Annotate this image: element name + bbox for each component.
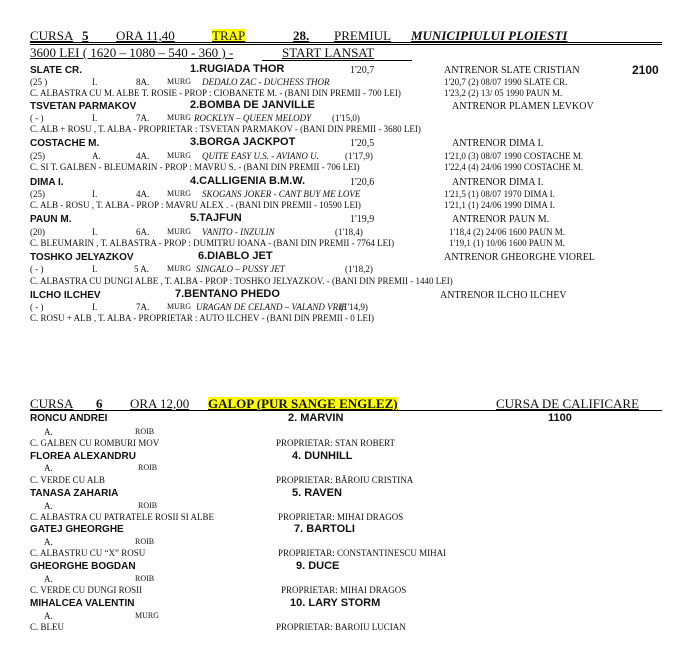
- colors-owner: C. SI T. GALBEN - BLEUMARIN - PROP : MAVRU S. - (BANI DIN PREMII - 706 LEI): [30, 162, 360, 172]
- jockey-colors: C. BLEU: [30, 622, 65, 632]
- coat: ROIB: [138, 463, 158, 472]
- owner: PROPRIETAR: BAROIU LUCIAN: [276, 622, 406, 632]
- years: 5 A.: [134, 264, 150, 274]
- trainer: ANTRENOR SLATE CRISTIAN: [444, 65, 580, 76]
- driver-name: SLATE CR.: [30, 65, 83, 76]
- coat: ROIB: [135, 574, 155, 583]
- horse-name: 7.BENTANO PHEDO: [175, 288, 280, 300]
- years: 7A.: [136, 302, 150, 312]
- performance-1: 1'20,7 (2) 08/07 1990 SLATE CR.: [444, 77, 568, 87]
- pedigree: SINGALO – PUSSY JET: [196, 264, 285, 274]
- best-time: 1'20,7: [350, 65, 375, 76]
- race6-cursa-number: 6: [96, 396, 103, 411]
- best-time: 1'19,9: [350, 214, 375, 225]
- performance-2: 1'22,4 (4) 24/06 1990 COSTACHE M.: [444, 162, 584, 172]
- age: (25): [30, 151, 45, 161]
- age: A.: [44, 501, 53, 511]
- age: A.: [44, 427, 53, 437]
- race6-distance: 1100: [548, 412, 572, 424]
- jockey-colors: C. VERDE CU DUNGI ROSII: [30, 585, 143, 595]
- horse-name: 5.TAJFUN: [190, 212, 242, 224]
- driver-name: ILCHO ILCHEV: [30, 290, 101, 301]
- race5-distance: 2100: [632, 63, 659, 77]
- horse-name: 3.BORGA JACKPOT: [190, 136, 296, 148]
- trainer: ANTRENOR GHEORGHE VIOREL: [444, 252, 595, 263]
- colors-owner: C. BLEUMARIN , T. ALBASTRA - PROP : DUMITRU IOANA - (BANI DIN PREMII - 7764 LEI): [30, 238, 395, 248]
- race5-start: START LANSAT: [282, 45, 375, 60]
- race5-lei: 3600 LEI ( 1620 – 1080 – 540 - 360 ) -: [30, 45, 234, 60]
- years: 4A.: [136, 151, 150, 161]
- trainer: ANTRENOR ILCHO ILCHEV: [440, 290, 567, 301]
- owner: PROPRIETAR: BĂROIU CRISTINA: [276, 475, 414, 485]
- record: (1'14,9): [340, 302, 368, 312]
- coat: MURG: [167, 77, 192, 86]
- years: 8A.: [136, 77, 150, 87]
- age: A.: [44, 463, 53, 473]
- colors-owner: C. ALB - ROSU , T. ALBA - PROP : MAVRU ALEX . - (BANI DIN PREMII - 10590 LEI): [30, 200, 361, 210]
- coat: MURG: [167, 189, 192, 198]
- colors-owner: C. ALBASTRA CU DUNGI ALBE , T. ALBA - PROP : TOSHKO JELYAZKOV. - (BANI DIN PREMII - 1440 LEI): [30, 276, 453, 286]
- gender: I.: [92, 264, 98, 274]
- performance-2: 1'23,2 (2) 13/ 05 1990 PAUN M.: [444, 88, 563, 98]
- pedigree: ROCKLYN – QUEEN MELODY: [194, 113, 312, 123]
- race6-type: GALOP (PUR SANGE ENGLEZ): [208, 396, 398, 411]
- horse-name: 6.DIABLO JET: [198, 250, 273, 262]
- owner: PROPRIETAR: CONSTANTINESCU MIHAI: [278, 548, 447, 558]
- race5-cursa-number: 5: [82, 28, 89, 43]
- driver-name: TOSHKO JELYAZKOV: [30, 252, 134, 263]
- performance-1: 1'18,4 (2) 24/06 1600 PAUN M.: [449, 227, 566, 237]
- race5-premiul-name: MUNICIPIULUI PLOIESTI: [411, 28, 568, 43]
- performance-2: 1'21,1 (1) 24/06 1990 DIMA I.: [444, 200, 555, 210]
- jockey-name: GHEORGHE BOGDAN: [30, 561, 136, 572]
- coat: MURG: [167, 113, 192, 122]
- colors-owner: C. ALBASTRA CU M. ALBE T. ROSIE - PROP : CIOBANETE M. - (BANI DIN PREMII - 700 LEI): [30, 88, 401, 98]
- age: ( - ): [30, 302, 44, 312]
- race6-cursa-label: CURSA: [30, 396, 74, 411]
- race5-rule-3: [262, 60, 412, 61]
- gender: I.: [92, 302, 98, 312]
- coat: MURG: [167, 151, 192, 160]
- trainer: ANTRENOR DIMA I.: [452, 138, 544, 149]
- horse-name: 2. MARVIN: [288, 412, 344, 424]
- performance-1: 1'21,0 (3) 08/07 1990 COSTACHE M.: [444, 151, 584, 161]
- horse-name: 4. DUNHILL: [292, 450, 353, 462]
- owner: PROPRIETAR: MIHAI DRAGOS: [278, 512, 404, 522]
- jockey-colors: C. VERDE CU ALB: [30, 475, 105, 485]
- age: A.: [44, 574, 53, 584]
- horse-name: 1.RUGIADA THOR: [190, 63, 285, 75]
- age: ( - ): [30, 264, 44, 274]
- performance-1: 1'21,5 (1) 08/07 1970 DIMA I.: [444, 189, 555, 199]
- race5-prize-number: 28.: [293, 28, 310, 43]
- age: A.: [44, 611, 53, 621]
- colors-owner: C. ROSU + ALB , T. ALBA - PROPRIETAR : AUTO ILCHEV - (BANI DIN PREMII - 0 LEI): [30, 313, 374, 323]
- driver-name: COSTACHE M.: [30, 138, 100, 149]
- coat: MURG: [167, 227, 192, 236]
- years: 7A.: [136, 113, 150, 123]
- record: (1'18,2): [345, 264, 373, 274]
- race5-time: ORA 11,40: [116, 28, 175, 43]
- race5-type: TRAP: [212, 28, 246, 43]
- race5-rule-1: [30, 42, 662, 43]
- record: (1'15,0): [332, 113, 360, 123]
- gender: I.: [92, 113, 98, 123]
- pedigree: URAGAN DE CELAND – VALAND VRIE: [196, 302, 347, 312]
- race6-rule: [30, 410, 662, 411]
- best-time: 1'20,6: [350, 177, 375, 188]
- jockey-name: TANASA ZAHARIA: [30, 488, 119, 499]
- colors-owner: C. ALB + ROSU , T. ALBA - PROPRIETAR : TSVETAN PARMAKOV - (BANI DIN PREMII - 3680 LEI): [30, 124, 421, 134]
- jockey-colors: C. ALBASTRU CU “X” ROSU: [30, 548, 146, 558]
- owner: PROPRIETAR: STAN ROBERT: [276, 438, 396, 448]
- performance-2: 1'19,1 (1) 10/06 1600 PAUN M.: [449, 238, 566, 248]
- age: A.: [44, 537, 53, 547]
- years: 6A.: [136, 227, 150, 237]
- gender: A.: [92, 151, 101, 161]
- horse-name: 9. DUCE: [296, 560, 340, 572]
- coat: ROIB: [135, 537, 155, 546]
- race5-cursa-label: CURSA: [30, 28, 74, 43]
- horse-name: 4.CALLIGENIA B.M.W.: [190, 175, 306, 187]
- driver-name: DIMA I.: [30, 177, 64, 188]
- pedigree: DEDALO ZAC - DUCHESS THOR: [202, 77, 330, 87]
- driver-name: TSVETAN PARMAKOV: [30, 101, 137, 112]
- trainer: ANTRENOR DIMA I.: [452, 177, 544, 188]
- race6-time: ORA 12,00: [130, 396, 190, 411]
- jockey-colors: C. GALBEN CU ROMBURI MOV: [30, 438, 160, 448]
- trainer: ANTRENOR PLAMEN LEVKOV: [452, 101, 594, 112]
- record: (1'17,9): [345, 151, 373, 161]
- age: ( - ): [30, 113, 44, 123]
- jockey-name: FLOREA ALEXANDRU: [30, 451, 136, 462]
- pedigree: VANITO - INZULIN: [202, 227, 275, 237]
- years: 4A.: [136, 189, 150, 199]
- coat: ROIB: [138, 501, 158, 510]
- race5-premiul-label: PREMIUL: [334, 28, 392, 43]
- horse-name: 2.BOMBA DE JANVILLE: [190, 99, 315, 111]
- horse-name: 7. BARTOLI: [294, 523, 355, 535]
- jockey-name: RONCU ANDREI: [30, 413, 108, 424]
- jockey-colors: C. ALBASTRA CU PATRATELE ROSII SI ALBE: [30, 512, 214, 522]
- gender: I.: [92, 77, 98, 87]
- record: (1'18,4): [335, 227, 363, 237]
- coat: MURG: [167, 264, 192, 273]
- coat: MURG: [167, 302, 192, 311]
- owner: PROPRIETAR: MIHAI DRAGOS: [281, 585, 407, 595]
- driver-name: PAUN M.: [30, 214, 72, 225]
- gender: I.: [92, 227, 98, 237]
- best-time: 1'20,5: [350, 138, 375, 149]
- jockey-name: MIHALCEA VALENTIN: [30, 598, 135, 609]
- race6-category: CURSA DE CALIFICARE: [496, 396, 640, 411]
- horse-name: 5. RAVEN: [292, 487, 342, 499]
- trainer: ANTRENOR PAUN M.: [452, 214, 550, 225]
- coat: MURG: [135, 611, 160, 620]
- jockey-name: GATEJ GHEORGHE: [30, 524, 124, 535]
- horse-name: 10. LARY STORM: [290, 597, 381, 609]
- coat: ROIB: [135, 427, 155, 436]
- age: (20): [30, 227, 45, 237]
- age: (25 ): [30, 77, 48, 87]
- pedigree: QUITE EASY U.S. - AVIANO U.: [202, 151, 319, 161]
- age: (25): [30, 189, 45, 199]
- gender: I.: [92, 189, 98, 199]
- pedigree: SKOGANS JOKER - CANT BUY ME LOVE: [202, 189, 361, 199]
